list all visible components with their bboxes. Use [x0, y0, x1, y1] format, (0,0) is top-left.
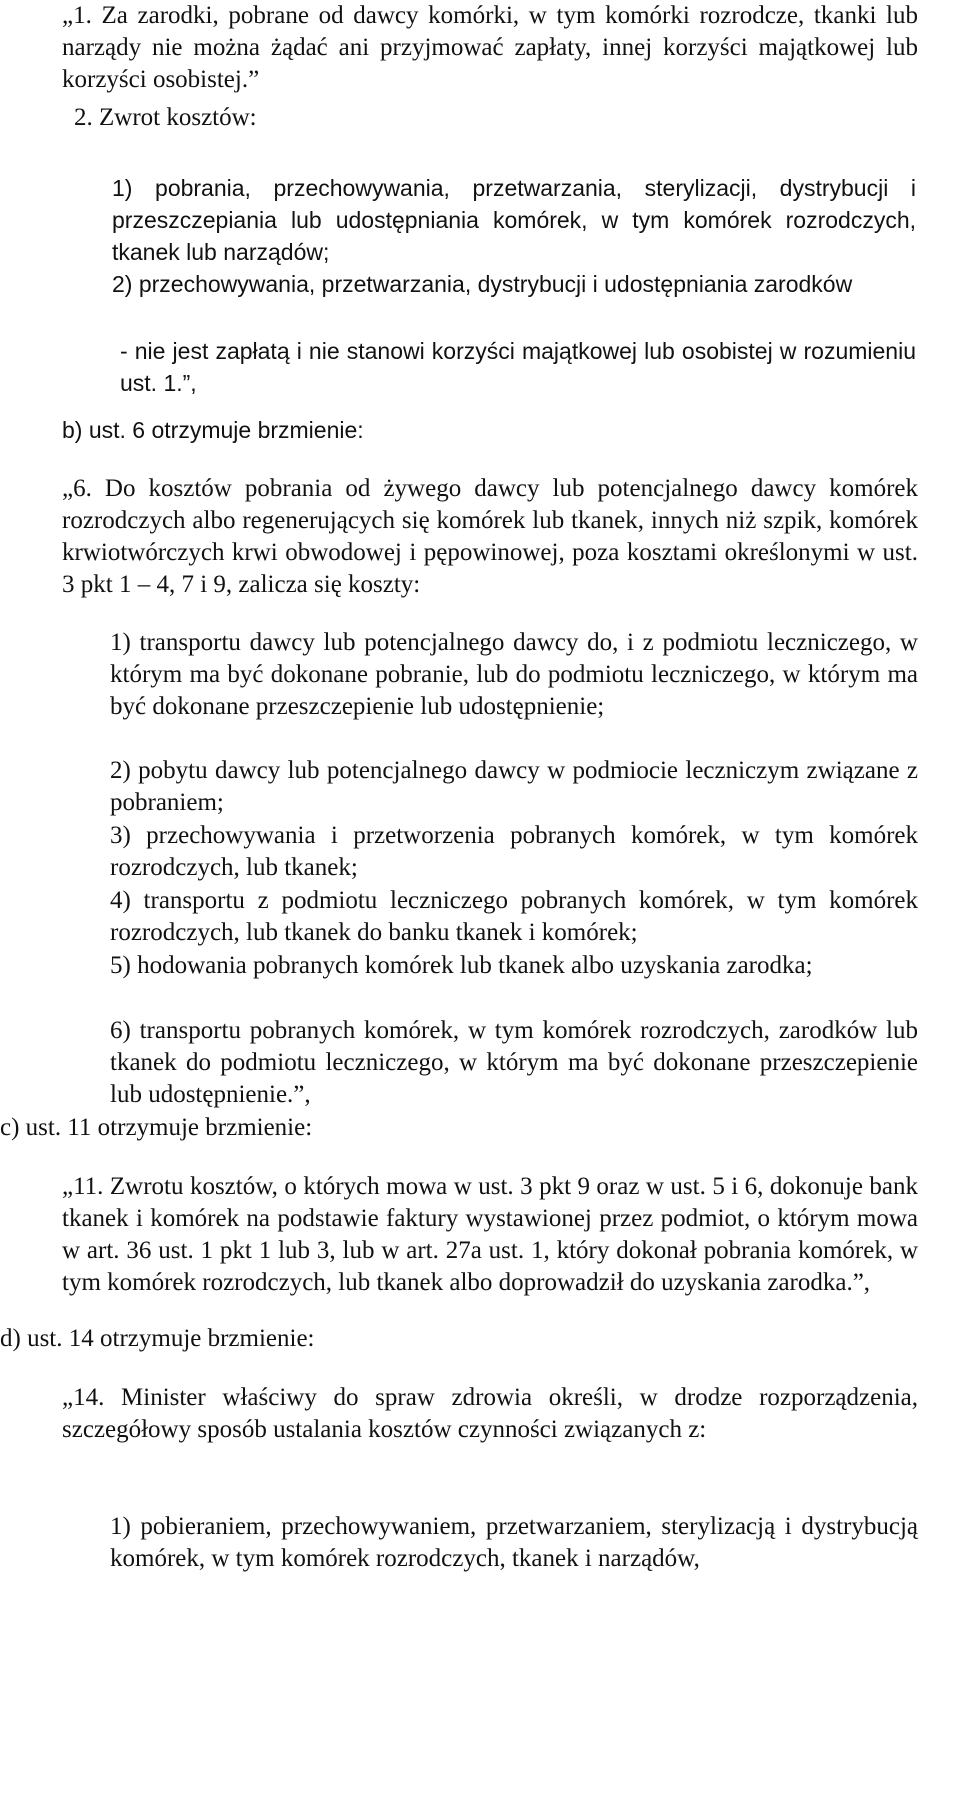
- list-item: 4) transportu z podmiotu leczniczego pobranych komórek, w tym komórek rozrodczych, lub tkanek do banku tkanek i komórek;: [110, 887, 918, 946]
- paragraph-2-tail: - nie jest zapłatą i nie stanowi korzyści majątkowej lub osobistej w rozumieniu ust. 1.”,: [120, 338, 916, 396]
- paragraph-6-intro: „6. Do kosztów pobrania od żywego dawcy lub potencjalnego dawcy komórek rozrodczych albo regenerujących się komórek lub tkanek, innych niż szpik, komórek krwiotwórczych krwi obwodowej i pępowinowej, poza kosztami określonymi w ust. 3 pkt 1 – 4, 7 i 9, zalicza się koszty:: [62, 475, 918, 598]
- amendment-c-label: c) ust. 11 otrzymuje brzmienie:: [0, 1114, 313, 1141]
- paragraph-2-heading: 2. Zwrot kosztów:: [74, 104, 257, 131]
- list-item: 1) pobrania, przechowywania, przetwarzania, sterylizacji, dystrybucji i przeszczepiania lub udostępniania komórek, w tym komórek rozrodczych, tkanek lub narządów;: [112, 175, 916, 265]
- paragraph-11: „11. Zwrotu kosztów, o których mowa w ust. 3 pkt 9 oraz w ust. 5 i 6, dokonuje bank tkanek i komórek na podstawie faktury wystawionej przez podmiot, o którym mowa w art. 36 ust. 1 pkt 1 lub 3, lub w art. 27a ust. 1, który dokonał pobrania komórek, w tym komórek rozrodczych, lub tkanek albo doprowadził do uzyskania zarodka.”,: [62, 1173, 918, 1296]
- list-item: 1) transportu dawcy lub potencjalnego dawcy do, i z podmiotu leczniczego, w którym ma być dokonane pobranie, lub do podmiotu leczniczego, w którym ma być dokonane przeszczepienie lub udostępnienie;: [110, 629, 918, 720]
- list-item: 6) transportu pobranych komórek, w tym komórek rozrodczych, zarodków lub tkanek do podmiotu leczniczego, w którym ma być dokonane przeszczepienie lub udostępnienie.”,: [110, 1017, 918, 1108]
- amendment-b-label: b) ust. 6 otrzymuje brzmienie:: [62, 417, 364, 443]
- paragraph-1: „1. Za zarodki, pobrane od dawcy komórki, w tym komórki rozrodcze, tkanki lub narządy nie można żądać ani przyjmować zapłaty, innej korzyści majątkowej lub korzyści osobistej.”: [62, 2, 918, 93]
- list-item: 1) pobieraniem, przechowywaniem, przetwarzaniem, sterylizacją i dystrybucją komórek, w tym komórek rozrodczych, tkanek i narządów,: [110, 1513, 918, 1572]
- list-item: 5) hodowania pobranych komórek lub tkanek albo uzyskania zarodka;: [110, 952, 813, 979]
- list-item: 2) pobytu dawcy lub potencjalnego dawcy w podmiocie leczniczym związane z pobraniem;: [110, 757, 918, 816]
- list-item: 2) przechowywania, przetwarzania, dystrybucji i udostępniania zarodków: [112, 271, 853, 297]
- list-item: 3) przechowywania i przetworzenia pobranych komórek, w tym komórek rozrodczych, lub tkanek;: [110, 822, 918, 881]
- amendment-d-label: d) ust. 14 otrzymuje brzmienie:: [0, 1325, 315, 1352]
- paragraph-14-intro: „14. Minister właściwy do spraw zdrowia określi, w drodze rozporządzenia, szczegółowy sposób ustalania kosztów czynności związanych z:: [62, 1384, 918, 1443]
